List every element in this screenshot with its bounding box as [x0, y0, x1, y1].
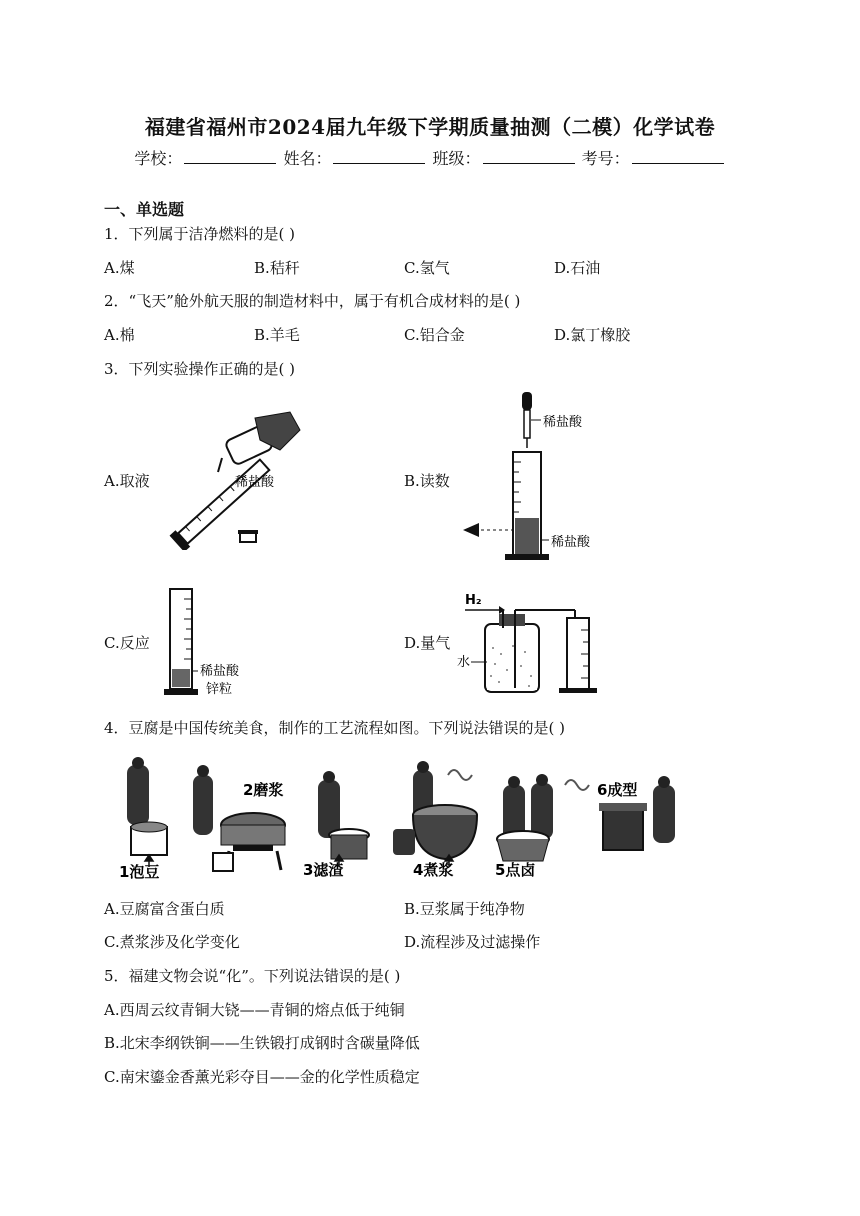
- q4-option-c[interactable]: C.煮浆涉及化学变化: [104, 933, 240, 951]
- fig-c-label-2: 锌粒: [206, 682, 233, 697]
- exam-number-label: 考号：: [581, 149, 630, 168]
- fig-a-label: 稀盐酸: [235, 475, 275, 490]
- q1-option-b[interactable]: B.秸秆: [254, 259, 300, 277]
- q1-option-d[interactable]: D.石油: [554, 259, 601, 277]
- q2-option-b[interactable]: B.羊毛: [254, 326, 300, 344]
- name-blank[interactable]: [333, 149, 425, 164]
- tofu-step-4: 4煮浆: [413, 861, 454, 879]
- q4-option-d[interactable]: D.流程涉及过滤操作: [404, 933, 541, 951]
- q1-option-c[interactable]: C.氢气: [404, 259, 450, 277]
- figure-read-volume: [455, 390, 615, 565]
- fig-b-bottom-label: 稀盐酸: [551, 535, 591, 550]
- q1-option-a[interactable]: A.煤: [104, 259, 135, 277]
- class-label: 班级：: [432, 149, 481, 168]
- figure-pour-liquid: [160, 410, 330, 550]
- class-blank[interactable]: [483, 149, 575, 164]
- tofu-step-3: 3滤渣: [303, 861, 344, 879]
- fig-c-label-1: 稀盐酸: [200, 664, 240, 679]
- q3-option-d[interactable]: D.量气: [404, 634, 451, 652]
- q2-option-c[interactable]: C.铝合金: [404, 326, 465, 344]
- figure-measure-gas: [455, 588, 615, 698]
- student-info-line: [0, 146, 860, 169]
- q5-option-b[interactable]: B.北宋李纲铁锏——生铁锻打成钢时含碳量降低: [104, 1034, 420, 1052]
- question-1-stem: 1．下列属于洁净燃料的是( ): [104, 225, 296, 243]
- tofu-step-2: 2磨浆: [243, 781, 284, 799]
- page-title: 福建省福州市2024届九年级下学期质量抽测（二模）化学试卷: [144, 115, 716, 139]
- q3-option-c[interactable]: C.反应: [104, 634, 150, 652]
- q3-option-b[interactable]: B.读数: [404, 472, 450, 490]
- q5-option-c[interactable]: C.南宋鎏金香薰光彩夺目——金的化学性质稳定: [104, 1068, 420, 1086]
- q3-option-a[interactable]: A.取液: [104, 472, 150, 490]
- tofu-step-5: 5点卤: [495, 861, 536, 879]
- fig-b-top-label: 稀盐酸: [543, 415, 583, 430]
- q4-option-a[interactable]: A.豆腐富含蛋白质: [104, 900, 225, 918]
- school-label: 学校：: [134, 149, 183, 168]
- fig-d-water-label: 水: [457, 655, 471, 670]
- tofu-step-6: 6成型: [597, 781, 638, 799]
- q4-option-b[interactable]: B.豆浆属于纯净物: [404, 900, 525, 918]
- exam-number-blank[interactable]: [632, 149, 724, 164]
- figure-tofu-process: [113, 755, 693, 880]
- q2-option-d[interactable]: D.氯丁橡胶: [554, 326, 631, 344]
- name-label: 姓名：: [283, 149, 332, 168]
- q2-option-a[interactable]: A.棉: [104, 326, 135, 344]
- tofu-step-1: 1泡豆: [119, 863, 160, 880]
- question-5-stem: 5．福建文物会说“化”。下列说法错误的是( ): [104, 967, 401, 985]
- question-2-stem: 2．“飞天”舱外航天服的制造材料中，属于有机合成材料的是( ): [104, 292, 521, 310]
- question-4-stem: 4．豆腐是中国传统美食，制作的工艺流程如图。下列说法错误的是( ): [104, 719, 566, 737]
- question-3-stem: 3．下列实验操作正确的是( ): [104, 360, 296, 378]
- figure-reaction-cylinder: [160, 585, 260, 700]
- school-blank[interactable]: [184, 149, 276, 164]
- fig-d-h2-label: H₂: [465, 593, 482, 608]
- q5-option-a[interactable]: A.西周云纹青铜大铙——青铜的熔点低于纯铜: [104, 1001, 405, 1019]
- section-heading: 一、单选题: [104, 200, 185, 219]
